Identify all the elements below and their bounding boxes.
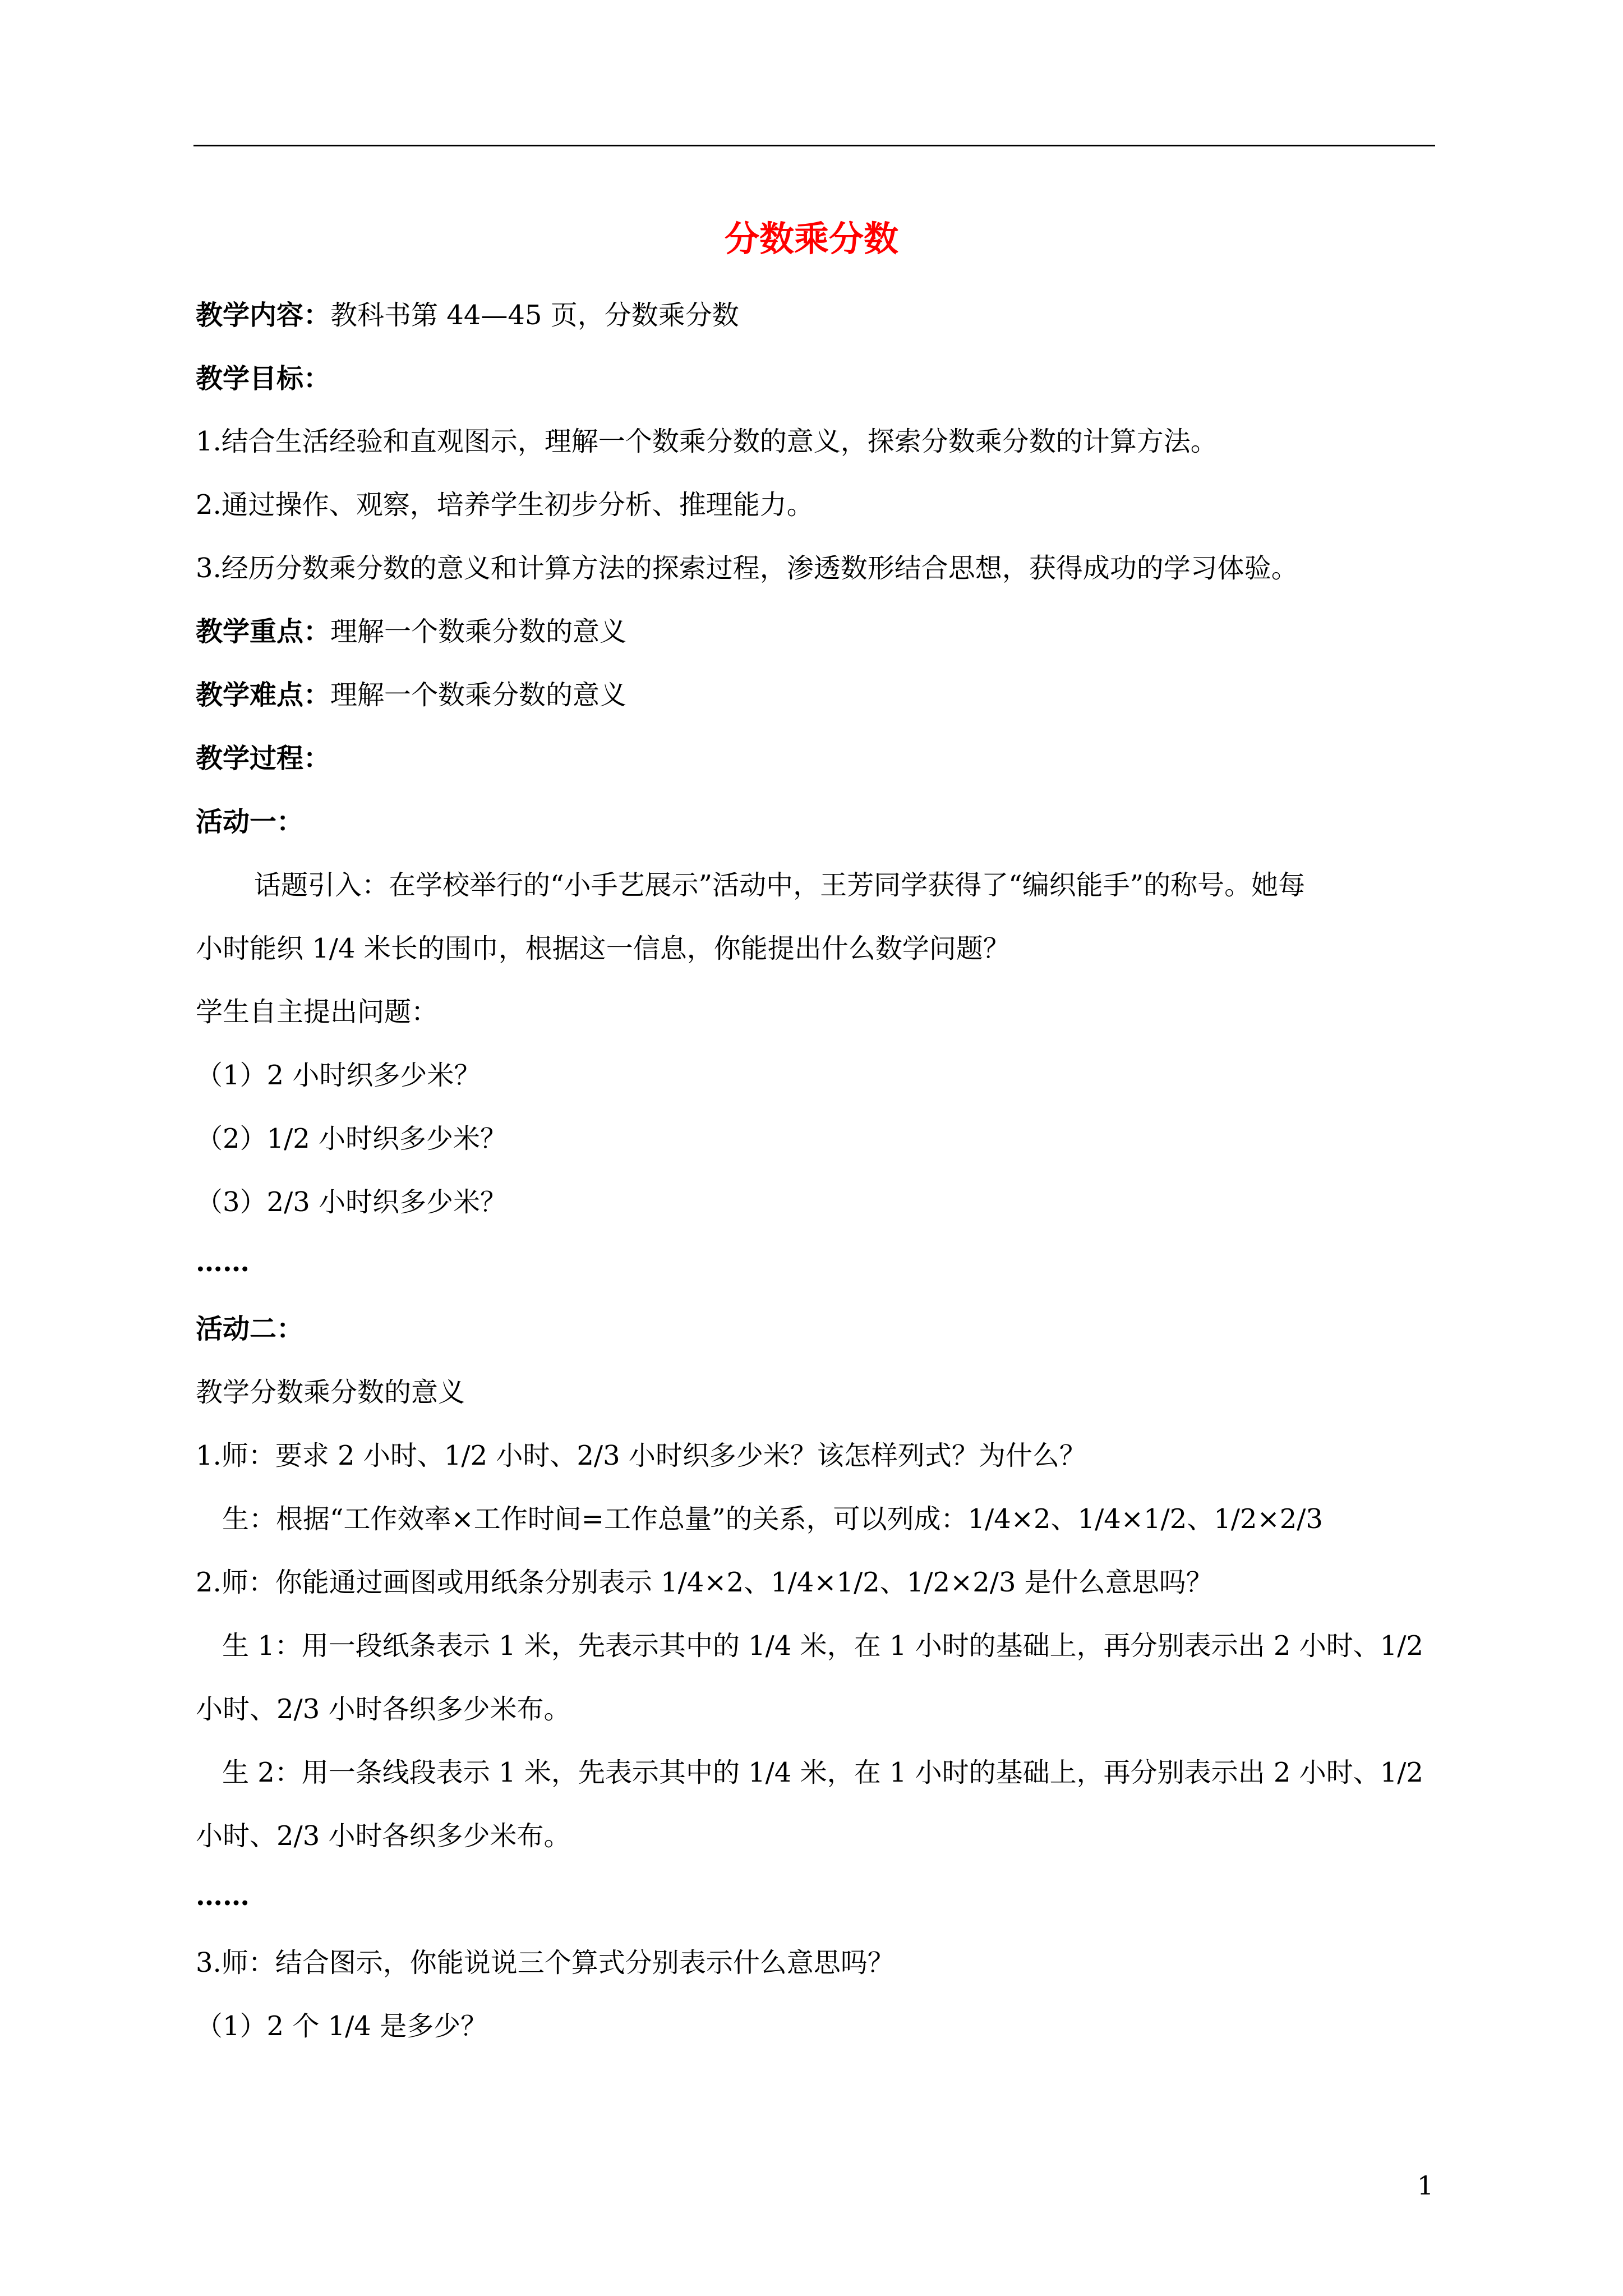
- ellipsis-1: ……: [196, 1246, 250, 1278]
- question-3: （3）2/3 小时织多少米？: [196, 1186, 508, 1218]
- teacher-1: 1.师：要求 2 小时、1/2 小时、2/3 小时织多少米？该怎样列式？为什么？: [196, 1440, 1086, 1471]
- goal-3: 3.经历分数乘分数的意义和计算方法的探索过程，渗透数形结合思想，获得成功的学习体验。: [196, 553, 1298, 584]
- content-line: [196, 298, 739, 332]
- ellipsis-2: ……: [196, 1880, 250, 1912]
- content-label: 教学内容：: [196, 300, 331, 331]
- question-2: （2）1/2 小时织多少米？: [196, 1123, 508, 1154]
- answer-1: （1）2 个 1/4 是多少？: [196, 2010, 488, 2042]
- page-number: 1: [1417, 2170, 1434, 2201]
- difficulty-label: 教学难点：: [196, 679, 331, 711]
- difficulty-line: [196, 678, 626, 712]
- student-3-line-2: 小时、2/3 小时各织多少米布。: [196, 1820, 571, 1852]
- goal-1: 1.结合生活经验和直观图示，理解一个数乘分数的意义，探索分数乘分数的计算方法。: [196, 426, 1218, 457]
- difficulty-text: 理解一个数乘分数的意义: [330, 679, 627, 711]
- intro-line-2: 小时能织 1/4 米长的围巾，根据这一信息，你能提出什么数学问题？: [196, 933, 1010, 964]
- student-2-line-1: 生 1：用一段纸条表示 1 米，先表示其中的 1/4 米，在 1 小时的基础上，再分别表示出 2 小时、1/2: [222, 1630, 1423, 1662]
- teach-meaning: 教学分数乘分数的意义: [196, 1377, 465, 1408]
- content-text: 教科书第 44—45 页，分数乘分数: [330, 300, 739, 331]
- key-point-text: 理解一个数乘分数的意义: [330, 616, 627, 647]
- teacher-2: 2.师：你能通过画图或用纸条分别表示 1/4×2、1/4×1/2、1/2×2/3 是什么意思吗？: [196, 1567, 1213, 1598]
- question-1: （1）2 小时织多少米？: [196, 1060, 481, 1091]
- key-point-label: 教学重点：: [196, 616, 331, 647]
- student-1: 生：根据“工作效率×工作时间=工作总量”的关系，可以列成：1/4×2、1/4×1/2、1/2×2/3: [222, 1503, 1323, 1535]
- header-rule: [193, 145, 1435, 146]
- goal-2: 2.通过操作、观察，培养学生初步分析、推理能力。: [196, 489, 814, 521]
- process-heading: 教学过程：: [196, 743, 331, 774]
- key-point-line: [196, 615, 626, 648]
- activity-2-heading: 活动二：: [196, 1313, 304, 1345]
- teacher-3: 3.师：结合图示，你能说说三个算式分别表示什么意思吗？: [196, 1947, 895, 1978]
- page-title: 分数乘分数: [724, 218, 898, 259]
- goals-heading: 教学目标：: [196, 363, 331, 394]
- intro-line-1: 话题引入：在学校举行的“小手艺展示”活动中，王芳同学获得了“编织能手”的称号。她每: [254, 869, 1306, 901]
- student-2-line-2: 小时、2/3 小时各织多少米布。: [196, 1694, 571, 1725]
- students-ask: 学生自主提出问题：: [196, 996, 439, 1028]
- activity-1-heading: 活动一：: [196, 806, 304, 838]
- student-3-line-1: 生 2：用一条线段表示 1 米，先表示其中的 1/4 米，在 1 小时的基础上，再分别表示出 2 小时、1/2: [222, 1757, 1423, 1788]
